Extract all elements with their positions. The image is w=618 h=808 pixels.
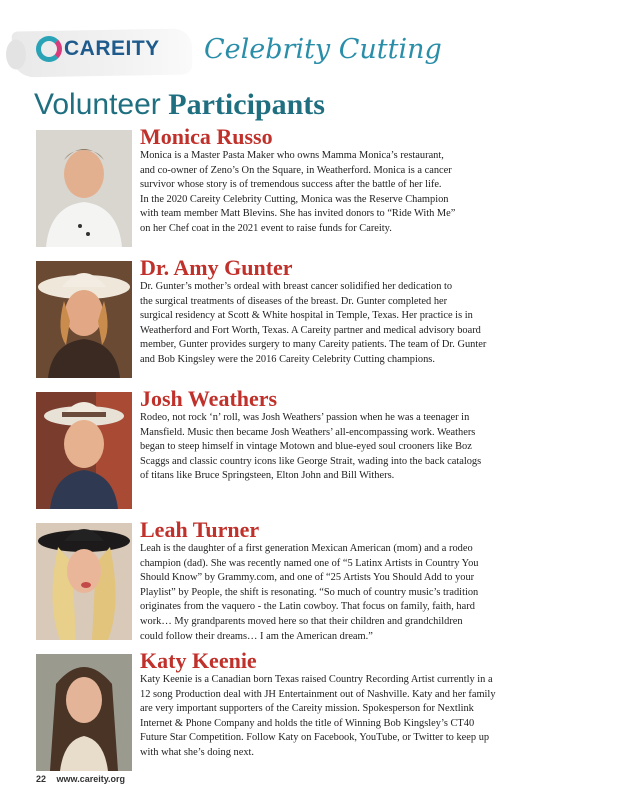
bio-line: Monica is a Master Pasta Maker who owns Mamma Monica’s restaurant, — [140, 150, 444, 161]
bio-line: survivor whose story is of tremendous success after the battle of her life. — [140, 179, 442, 191]
participant-photo — [36, 130, 132, 247]
bio-line: Scaggs and classic country icons like George Strait, wading into the back catalogs — [140, 455, 482, 467]
bio-line: Rodeo, not rock ‘n’ roll, was Josh Weathers’ passion when he was a teenager in — [140, 412, 470, 423]
bio-line: of titans like Bruce Springsteen, Elton John and Bill Withers. — [140, 470, 395, 482]
bio-line: Playlist” by People, the shift is resonating. “So much of country music’s tradition — [140, 586, 479, 598]
bio-line: and co-owner of Zeno’s On the Square, in Weatherford. Monica is a cancer — [140, 164, 452, 176]
participant-name: Josh Weathers — [140, 386, 278, 411]
careity-logo — [36, 36, 160, 62]
bio-line: originates from the vaquero - the Latin cowboy. That focus on family, faith, hard — [140, 601, 475, 613]
participant-name: Dr. Amy Gunter — [140, 255, 293, 280]
participant-name: Monica Russo — [140, 124, 273, 149]
participant-photo — [36, 523, 132, 640]
section-heading — [34, 88, 325, 122]
participant-bio — [140, 411, 518, 484]
bio-line: the surgical treatments of diseases of the breast. Dr. Gunter completed her — [140, 295, 448, 307]
bio-line: Future Star Competition. Follow Katy on Facebook, YouTube, or Twitter to keep up — [140, 732, 490, 744]
bio-line: with team member Matt Blevins. She has invited donors to “Ride With Me” — [140, 208, 456, 220]
bio-line: began to steep himself in vintage Motown and blue-eyed soul crooners like Boz — [140, 441, 472, 453]
participant-bio — [140, 280, 518, 368]
section-heading-part1: Volunteer — [34, 88, 161, 121]
participant-bio — [140, 149, 516, 237]
participant-name: Katy Keenie — [140, 648, 257, 673]
bio-line: could follow their dreams… I am the American dream.” — [140, 630, 373, 642]
bio-line: member, Gunter provides surgery to many Careity patients. The team of Dr. Gunter — [140, 339, 487, 351]
participant-name: Leah Turner — [140, 517, 260, 542]
event-title: Celebrity Cutting — [204, 34, 442, 65]
participant-photo — [36, 261, 132, 378]
footer-url[interactable]: www.careity.org — [56, 774, 126, 784]
participant-photo — [36, 654, 132, 771]
bio-line: Should Know” by Grammy.com, and one of “25 Artists You Should Add to your — [140, 572, 475, 584]
participant-bio — [140, 542, 518, 644]
bio-line: with what she’s doing next. — [140, 746, 254, 758]
page-number: 22 — [36, 774, 47, 784]
page-footer — [36, 774, 133, 784]
bio-line: Mansfield. Music then became Josh Weathers’ all-encompassing work. Weathers — [140, 426, 476, 438]
participant-bio — [140, 673, 518, 761]
bio-line: surgical residency at Scott & White hospital in Temple, Texas. Her practice is in — [140, 310, 473, 322]
section-heading-part2: Participants — [168, 88, 325, 121]
careity-logo-mark-icon — [36, 36, 62, 62]
bio-line: on her Chef coat in the 2021 event to raise funds for Careity. — [140, 222, 392, 234]
bio-line: Katy Keenie is a Canadian born Texas raised Country Recording Artist currently in a — [140, 674, 493, 685]
bio-line: 12 song Production deal with JH Entertainment out of Nashville. Katy and her family — [140, 688, 496, 700]
logo-text: CAREITY — [64, 37, 160, 60]
bio-line: Leah is the daughter of a first generation Mexican American (mom) and a rodeo — [140, 543, 473, 554]
bio-line: are very important supporters of the Careity mission. Spokesperson for Nextlink — [140, 703, 474, 715]
bio-line: and Bob Kingsley were the 2016 Careity Celebrity Cutting champions. — [140, 353, 435, 365]
bio-line: work… My grandparents moved here so that their children and grandchildren — [140, 615, 463, 627]
bio-line: Internet & Phone Company and holds the title of Winning Bob Kingsley’s CT40 — [140, 717, 475, 729]
bio-line: champion (dad). She was recently named one of “5 Latinx Artists in Country You — [140, 557, 479, 569]
participant-photo — [36, 392, 132, 509]
bio-line: In the 2020 Careity Celebrity Cutting, Monica was the Reserve Champion — [140, 193, 449, 205]
bio-line: Weatherford and Fort Worth, Texas. A Careity partner and medical advisory board — [140, 324, 481, 336]
bio-line: Dr. Gunter’s mother’s ordeal with breast cancer solidified her dedication to — [140, 281, 453, 292]
